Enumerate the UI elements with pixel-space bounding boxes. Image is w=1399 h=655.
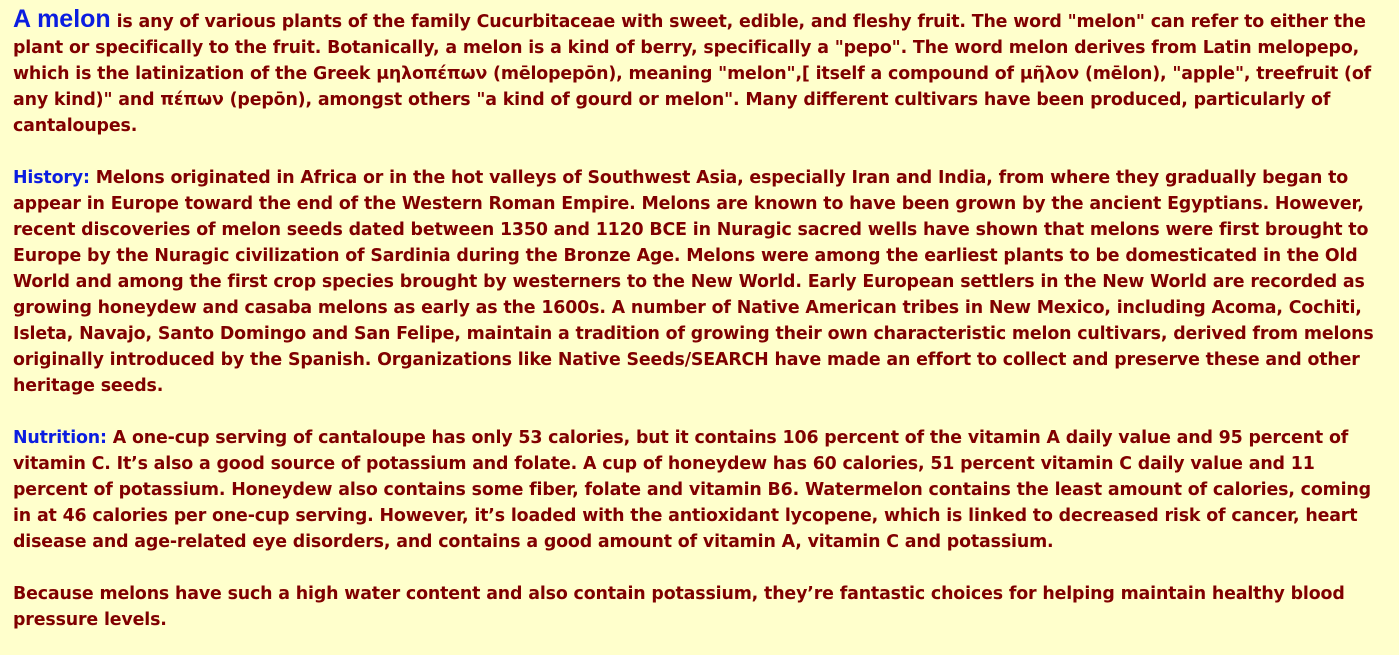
intro-paragraph: [13, 6, 1389, 139]
history-paragraph: [13, 165, 1389, 399]
intro-lead-term: A melon: [13, 5, 111, 33]
nutrition-label: Nutrition:: [13, 428, 107, 448]
history-label: History:: [13, 168, 90, 188]
nutrition-paragraph: [13, 425, 1389, 555]
history-text: Melons originated in Africa or in the hot valleys of Southwest Asia, especially Iran and India, from where they gradually began to appear in Europe toward the end of the Western Roman Empire. Melons are known to have been grown by the ancient Egyptians. However, recent discoveries of melon seeds dated between 1350 and 1120 BCE in Nuragic sacred wells have shown that melons were first brought to Europe by the Nuragic civilization of Sardinia during the Bronze Age. Melons were among the earliest plants to be domesticated in the Old World and among the first crop species brought by westerners to the New World. Early European settlers in the New World are recorded as growing honeydew and casaba melons as early as the 1600s. A number of Native American tribes in New Mexico, including Acoma, Cochiti, Isleta, Navajo, Santo Domingo and San Felipe, maintain a tradition of growing their own characteristic melon cultivars, derived from melons originally introduced by the Spanish. Organizations like Native Seeds/SEARCH have made an effort to collect and preserve these and other heritage seeds.: [13, 168, 1374, 396]
nutrition-text: A one-cup serving of cantaloupe has only 53 calories, but it contains 106 percent of the vitamin A daily value and 95 percent of vitamin C. It’s also a good source of potassium and folate. A cup of honeydew has 60 calories, 51 percent vitamin C daily value and 11 percent of potassium. Honeydew also contains some fiber, folate and vitamin B6. Watermelon contains the least amount of calories, coming in at 46 calories per one-cup serving. However, it’s loaded with the antioxidant lycopene, which is linked to decreased risk of cancer, heart disease and age-related eye disorders, and contains a good amount of vitamin A, vitamin C and potassium.: [13, 428, 1371, 552]
intro-text: is any of various plants of the family Cucurbitaceae with sweet, edible, and fleshy fruit. The word "melon" can refer to either the plant or specifically to the fruit. Botanically, a melon is a kind of berry, specifically a "pepo". The word melon derives from Latin melopepo, which is the latinization of the Greek μηλοπέπων (mēlopepōn), meaning "melon",[ itself a compound of μῆλον (mēlon), "apple", treefruit (of any kind)" and πέπων (pepōn), amongst others "a kind of gourd or melon". Many different cultivars have been produced, particularly of cantaloupes.: [13, 12, 1372, 136]
closing-text: Because melons have such a high water content and also contain potassium, they’re fantastic choices for helping maintain healthy blood pressure levels.: [13, 584, 1345, 630]
closing-paragraph: [13, 581, 1389, 633]
